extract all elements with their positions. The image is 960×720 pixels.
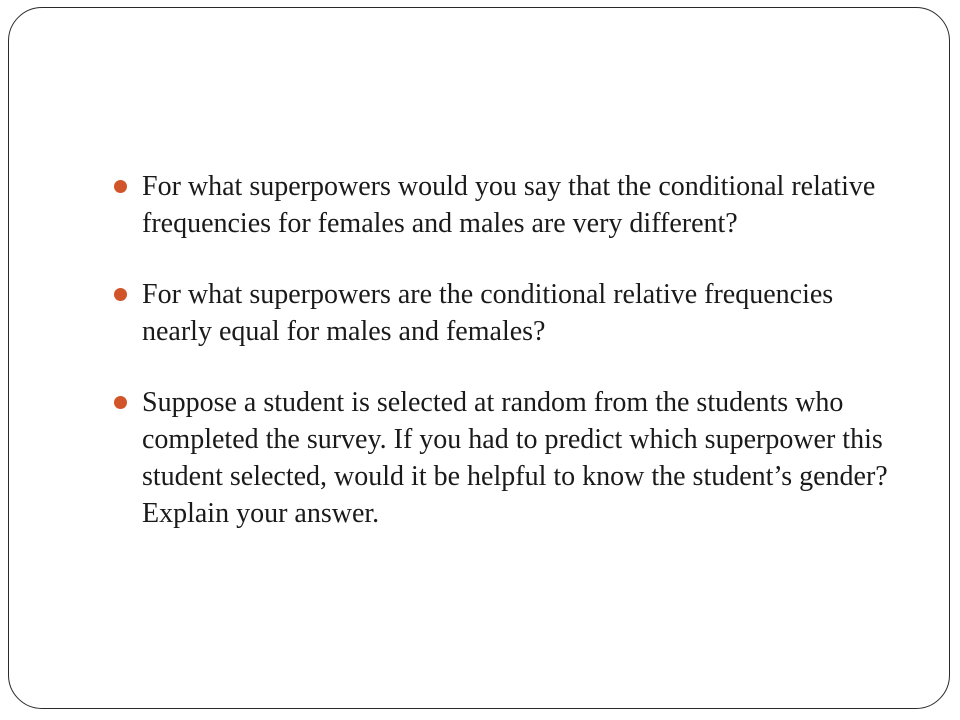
bullet-item-1 — [112, 168, 892, 242]
bullet-text-2: For what superpowers are the conditional relative frequencies nearly equal for males and females? — [142, 279, 834, 347]
bullet-dot-icon — [114, 180, 127, 193]
bullet-text-1: For what superpowers would you say that the conditional relative frequencies for females and males are very different? — [142, 171, 876, 239]
bullet-dot-icon — [114, 396, 127, 409]
bullet-dot-icon — [114, 288, 127, 301]
slide-frame — [8, 7, 950, 709]
bullet-item-3 — [112, 384, 892, 532]
bullet-list — [112, 168, 892, 532]
bullet-text-3: Suppose a student is selected at random from the students who completed the survey. If you had to predict which superpower this student selected, would it be helpful to know the student’s gender? Explain your answer. — [142, 387, 888, 529]
bullet-item-2 — [112, 276, 892, 350]
